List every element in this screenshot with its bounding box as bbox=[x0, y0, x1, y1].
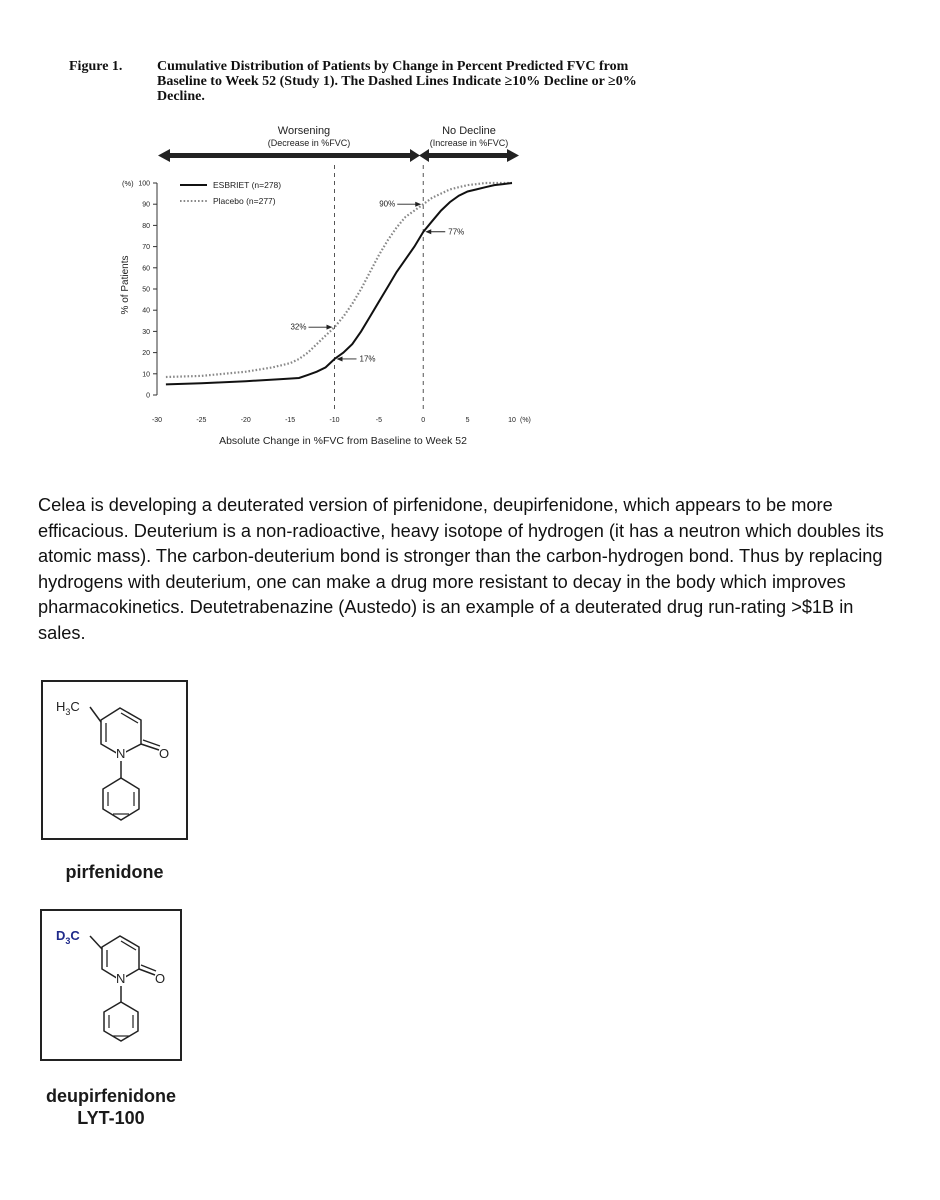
annotation-arrowhead bbox=[415, 202, 421, 207]
region-no-decline-title: No Decline bbox=[442, 125, 496, 137]
y-tick-label: 70 bbox=[142, 244, 150, 252]
y-tick-label: 30 bbox=[142, 328, 150, 336]
y-unit-label: (%) bbox=[122, 179, 134, 188]
y-tick-label: 20 bbox=[142, 350, 150, 358]
deupirfenidone-label: deupirfenidone bbox=[46, 1086, 176, 1106]
annotation-label: 77% bbox=[448, 227, 465, 237]
region-worsening-title: Worsening bbox=[277, 125, 331, 137]
x-tick-label: -25 bbox=[196, 417, 207, 424]
x-unit-label: (%) bbox=[520, 417, 531, 424]
nitrogen-atom-label: N bbox=[116, 971, 126, 986]
y-tick-label: 40 bbox=[142, 307, 150, 315]
deupirfenidone-structure-box bbox=[40, 909, 182, 1061]
cumulative-distribution-chart bbox=[0, 0, 940, 470]
annotation-group bbox=[290, 200, 464, 364]
y-tick-label: 0 bbox=[146, 392, 150, 400]
deuterated-methyl-group-label: $D_3C$ bbox=[56, 928, 80, 946]
y-tick-label: 50 bbox=[142, 286, 150, 294]
deupirfenidone-structure bbox=[42, 911, 184, 1063]
y-tick-label: 60 bbox=[142, 265, 150, 273]
legend-placebo-label: Placebo (n=277) bbox=[213, 196, 276, 206]
y-tick-label: 10 bbox=[142, 371, 150, 379]
placebo-series-line bbox=[166, 183, 512, 377]
figure-caption: Cumulative Distribution of Patients by Change in Percent Predicted FVC from Baseline to Week 52 (Study 1). The Dashed Lines Indicate ≥10% Decline or ≥0% Decline. bbox=[157, 59, 637, 104]
x-tick-label: -30 bbox=[151, 417, 163, 424]
oxygen-atom-label: O bbox=[155, 971, 166, 986]
annotation-label: 90% bbox=[379, 199, 396, 209]
region-arrow-bar bbox=[158, 149, 519, 162]
oxygen-atom-label: O bbox=[159, 746, 170, 761]
x-tick-label: 10 bbox=[508, 417, 516, 424]
y-tick-label: 80 bbox=[142, 222, 150, 230]
body-paragraph: Celea is developing a deuterated version of pirfenidone, deupirfenidone, which appears to be more efficacious. Deuterium is a non-radioactive, heavy isotope of hydrogen (it has a neutron which doubles its atomic mass). The carbon-deuterium bond is stronger than the carbon-hydrogen bond. Thus by replacing hydrogens with deuterium, one can make a drug more resistant to decay in the body which improves pharmacokinetics. Deutetrabenazine (Austedo) is an example of a deuterated drug run-rating >$1B in sales. bbox=[38, 495, 884, 643]
lyt-100-label: LYT-100 bbox=[77, 1108, 145, 1128]
x-tick-label: -10 bbox=[329, 417, 340, 424]
x-axis-title: Absolute Change in %FVC from Baseline to Week 52 bbox=[219, 435, 467, 447]
x-tick-group bbox=[152, 417, 516, 424]
annotation-arrowhead bbox=[327, 325, 333, 330]
y-tick-label: 100 bbox=[138, 180, 150, 188]
y-tick-group bbox=[138, 181, 157, 400]
legend-esbriet-label: ESBRIET (n=278) bbox=[213, 180, 282, 190]
y-tick-label: 90 bbox=[142, 201, 150, 209]
nitrogen-atom-label: N bbox=[116, 746, 126, 761]
annotation-label: 32% bbox=[290, 322, 307, 332]
x-tick-label: 5 bbox=[465, 417, 470, 424]
x-tick-label: -20 bbox=[240, 417, 251, 424]
figure-label: Figure 1. bbox=[69, 59, 123, 74]
x-tick-label: -15 bbox=[285, 417, 296, 424]
esbriet-series-line bbox=[166, 183, 512, 384]
x-tick-label: 0 bbox=[421, 417, 426, 424]
pirfenidone-label: pirfenidone bbox=[65, 862, 164, 882]
region-no-decline-sub: (Increase in %FVC) bbox=[429, 138, 509, 148]
y-axis-title: % of Patients bbox=[120, 255, 131, 315]
annotation-arrowhead bbox=[425, 229, 431, 234]
annotation-label: 17% bbox=[359, 354, 376, 364]
pirfenidone-structure bbox=[43, 682, 190, 842]
x-tick-label: -5 bbox=[375, 417, 382, 424]
pirfenidone-structure-box bbox=[41, 680, 188, 840]
methyl-group-label: $H_3C$ bbox=[56, 699, 80, 717]
chart-legend bbox=[180, 180, 281, 206]
region-worsening-sub: (Decrease in %FVC) bbox=[267, 138, 351, 148]
